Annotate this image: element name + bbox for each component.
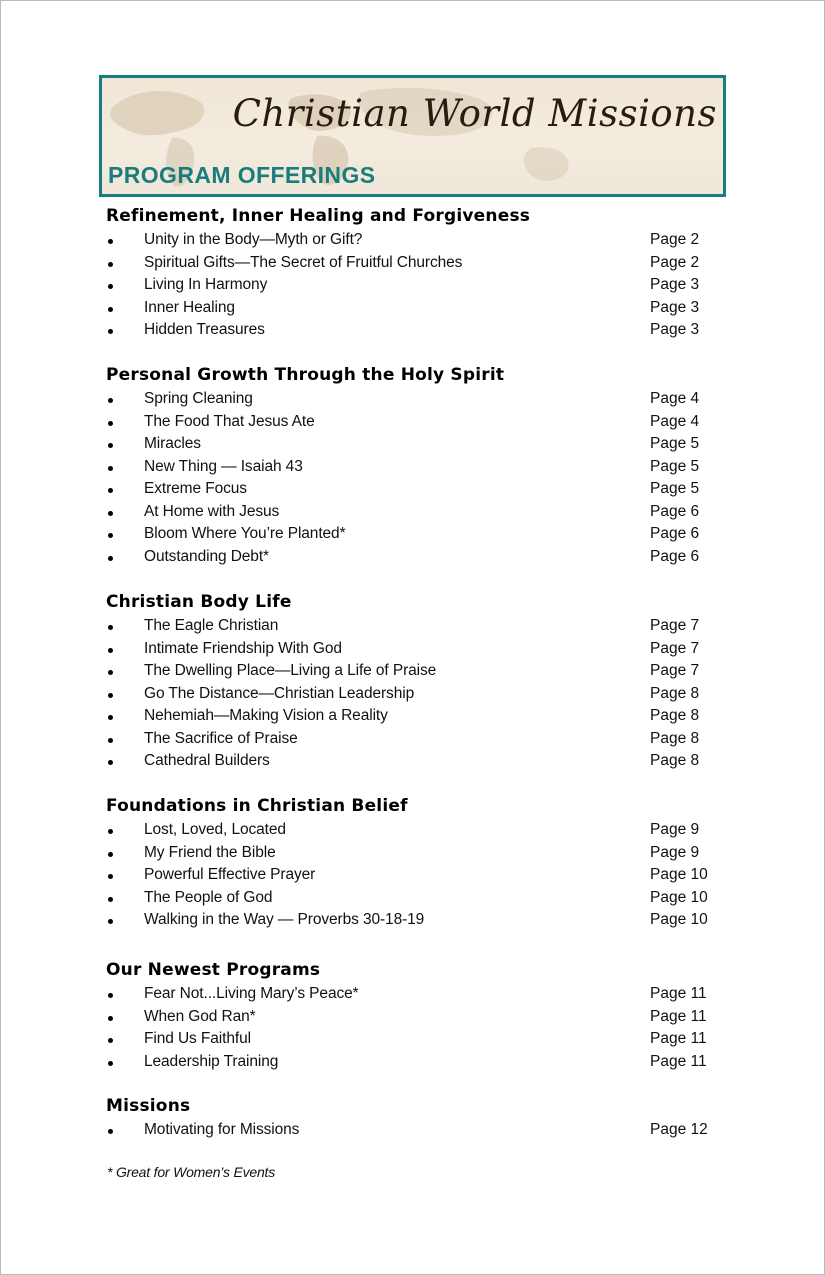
program-title: Bloom Where You’re Planted* (144, 525, 346, 542)
section-heading: Christian Body Life (106, 592, 292, 612)
program-list-item (0, 685, 825, 707)
page-reference: Page 2 (650, 231, 700, 248)
section-heading: Missions (106, 1096, 191, 1116)
program-title: Nehemiah—Making Vision a Reality (144, 707, 388, 724)
program-title: Intimate Friendship With God (144, 639, 342, 657)
page-reference: Page 11 (650, 985, 707, 1002)
page-reference: Page 3 (650, 321, 700, 338)
program-title: Find Us Faithful (144, 1030, 251, 1047)
page-reference: Page 5 (650, 457, 700, 475)
program-list-item (0, 525, 825, 547)
page-reference: Page 6 (650, 502, 700, 520)
program-list-item (0, 435, 825, 457)
footnote: * Great for Women’s Events (107, 1164, 276, 1180)
bullet-icon (108, 993, 113, 998)
program-title: Lost, Loved, Located (144, 821, 286, 838)
program-title: The Food That Jesus Ate (144, 412, 315, 430)
program-title: Miracles (144, 435, 201, 452)
program-title: The People of God (144, 888, 273, 906)
bullet-icon (108, 874, 113, 879)
bullet-icon (108, 398, 113, 403)
page-reference: Page 10 (650, 911, 708, 928)
bullet-icon (108, 1129, 113, 1134)
section-heading: Personal Growth Through the Holy Spirit (106, 365, 505, 385)
program-list-item (0, 548, 825, 570)
bullet-icon (108, 648, 113, 653)
program-title: Living In Harmony (144, 276, 268, 293)
program-list-item (0, 1030, 825, 1052)
program-list-item (0, 617, 825, 639)
bullet-icon (108, 1038, 113, 1043)
page-reference: Page 4 (650, 412, 700, 430)
program-title: When God Ran* (144, 1007, 256, 1025)
program-list-item (0, 707, 825, 729)
program-title: Leadership Training (144, 1052, 279, 1070)
program-list-item (0, 866, 825, 888)
program-title: Unity in the Body—Myth or Gift? (144, 231, 363, 248)
page-reference: Page 4 (650, 390, 700, 407)
page-reference: Page 5 (650, 480, 700, 497)
program-title: Fear Not...Living Mary’s Peace* (144, 985, 359, 1002)
program-title: Hidden Treasures (144, 321, 265, 338)
page-reference: Page 7 (650, 639, 700, 657)
program-list-item (0, 640, 825, 662)
page-reference: Page 9 (650, 843, 700, 861)
program-list-item (0, 752, 825, 774)
page-reference: Page 11 (650, 1007, 707, 1025)
bullet-icon (108, 670, 113, 675)
page-reference: Page 7 (650, 662, 700, 679)
section-heading: Our Newest Programs (106, 960, 321, 980)
page-reference: Page 6 (650, 547, 700, 565)
program-title: Spiritual Gifts—The Secret of Fruitful Churches (144, 253, 463, 271)
page-reference: Page 3 (650, 276, 700, 293)
bullet-icon (108, 1016, 113, 1021)
bullet-icon (108, 625, 113, 630)
bullet-icon (108, 715, 113, 720)
program-list-item (0, 276, 825, 298)
bullet-icon (108, 556, 113, 561)
page-reference: Page 8 (650, 729, 700, 747)
program-list-item (0, 844, 825, 866)
page-reference: Page 5 (650, 435, 700, 452)
program-list-item (0, 299, 825, 321)
bullet-icon (108, 533, 113, 538)
page-reference: Page 11 (650, 1052, 707, 1070)
program-title: Inner Healing (144, 298, 235, 316)
program-list-item (0, 254, 825, 276)
page-reference: Page 11 (650, 1030, 707, 1047)
program-title: Extreme Focus (144, 480, 247, 497)
bullet-icon (108, 693, 113, 698)
bullet-icon (108, 1061, 113, 1066)
bullet-icon (108, 239, 113, 244)
program-title: Motivating for Missions (144, 1121, 300, 1138)
program-list-item (0, 458, 825, 480)
page-reference: Page 6 (650, 525, 700, 542)
program-title: Spring Cleaning (144, 390, 253, 407)
program-title: The Dwelling Place—Living a Life of Praise (144, 662, 437, 679)
page-reference: Page 3 (650, 298, 700, 316)
program-list-item (0, 662, 825, 684)
program-title: At Home with Jesus (144, 502, 280, 520)
program-list-item (0, 1121, 825, 1143)
bullet-icon (108, 897, 113, 902)
program-title: New Thing — Isaiah 43 (144, 457, 303, 475)
bullet-icon (108, 511, 113, 516)
program-list-item (0, 390, 825, 412)
bullet-icon (108, 262, 113, 267)
program-title: Cathedral Builders (144, 752, 270, 769)
program-list-item (0, 911, 825, 933)
page-reference: Page 10 (650, 888, 708, 906)
program-list-item (0, 480, 825, 502)
bullet-icon (108, 284, 113, 289)
header-banner (99, 75, 726, 197)
program-list-item (0, 413, 825, 435)
page-reference: Page 12 (650, 1121, 708, 1138)
page-reference: Page 8 (650, 707, 700, 724)
page-reference: Page 8 (650, 752, 700, 769)
page-reference: Page 7 (650, 617, 700, 634)
bullet-icon (108, 829, 113, 834)
bullet-icon (108, 919, 113, 924)
program-list-item (0, 231, 825, 253)
program-list-item (0, 321, 825, 343)
section-heading: Refinement, Inner Healing and Forgiveness (106, 206, 531, 226)
program-list-item (0, 1008, 825, 1030)
bullet-icon (108, 852, 113, 857)
page-reference: Page 9 (650, 821, 700, 838)
page-title: PROGRAM OFFERINGS (108, 162, 376, 188)
section-heading: Foundations in Christian Belief (106, 796, 408, 816)
program-title: The Eagle Christian (144, 617, 279, 634)
page-reference: Page 10 (650, 866, 708, 883)
bullet-icon (108, 443, 113, 448)
bullet-icon (108, 466, 113, 471)
program-list-item (0, 889, 825, 911)
program-title: The Sacrifice of Praise (144, 729, 298, 747)
program-title: Go The Distance—Christian Leadership (144, 684, 415, 702)
program-title: Outstanding Debt* (144, 547, 269, 565)
page-reference: Page 2 (650, 253, 700, 271)
bullet-icon (108, 738, 113, 743)
program-list-item (0, 821, 825, 843)
bullet-icon (108, 488, 113, 493)
program-title: Powerful Effective Prayer (144, 866, 316, 883)
bullet-icon (108, 307, 113, 312)
bullet-icon (108, 760, 113, 765)
program-list-item (0, 1053, 825, 1075)
bullet-icon (108, 329, 113, 334)
program-list-item (0, 503, 825, 525)
program-list-item (0, 985, 825, 1007)
program-title: Walking in the Way — Proverbs 30-18-19 (144, 911, 425, 928)
program-list-item (0, 730, 825, 752)
bullet-icon (108, 421, 113, 426)
page-reference: Page 8 (650, 684, 700, 702)
brand-logo-text: Christian World Missions (232, 92, 717, 135)
program-title: My Friend the Bible (144, 843, 276, 861)
